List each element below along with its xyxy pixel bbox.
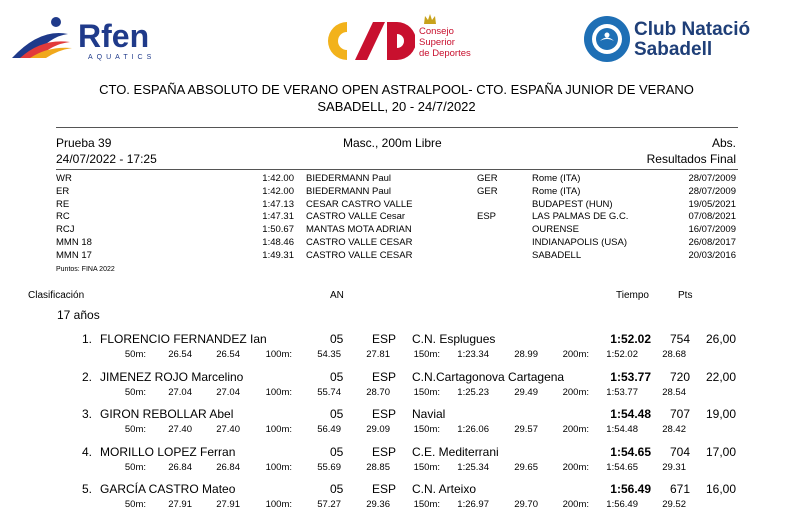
split-lap: 28.70	[366, 386, 390, 398]
fina-points: 720	[669, 369, 690, 384]
club-natacio-logo	[582, 14, 782, 68]
csd-line-3: de Deportes	[419, 48, 471, 59]
final-time: 1:56.49	[610, 482, 651, 496]
record-date: 28/07/2009	[688, 173, 736, 184]
column-time: Tiempo	[616, 290, 649, 301]
split-distance: 100m:	[265, 424, 292, 435]
split-distance: 150m:	[413, 461, 440, 473]
split-cumulative: 27.91	[168, 499, 192, 510]
rfen-sub: AQUATICS	[88, 54, 156, 61]
record-time: 1:47.13	[262, 198, 294, 210]
rfen-name: Rfen	[78, 18, 150, 54]
event-name: Masc., 200m Libre	[343, 136, 442, 150]
record-place: LAS PALMAS DE G.C.	[532, 211, 629, 223]
final-time: 1:52.02	[610, 332, 651, 346]
split-distance: 50m:	[124, 461, 146, 473]
record-code: MMN 18	[56, 237, 92, 248]
split-lap: 29.31	[662, 461, 686, 473]
split-lap: 28.68	[662, 349, 686, 360]
club-line-1: Club Natació	[634, 19, 751, 40]
meet-points: 19,00	[705, 407, 736, 421]
record-date: 07/08/2021	[688, 211, 736, 223]
event-datetime: 24/07/2022 - 17:25	[56, 152, 157, 166]
record-place: Rome (ITA)	[532, 173, 581, 184]
split-lap: 29.52	[662, 499, 686, 510]
fina-points: 707	[669, 407, 690, 421]
record-holder: CASTRO VALLE Cesar	[306, 211, 406, 223]
split-cumulative: 1:56.49	[606, 499, 638, 510]
record-time: 1:50.67	[262, 224, 294, 236]
record-code: WR	[56, 173, 72, 184]
csd-line-2: Superior	[419, 37, 455, 48]
record-time: 1:47.31	[262, 211, 294, 223]
split-cumulative: 55.74	[317, 386, 341, 398]
birth-year: 05	[330, 407, 344, 421]
split-cumulative: 1:53.77	[606, 386, 638, 398]
record-holder: CESAR CASTRO VALLE	[306, 198, 413, 210]
record-place: BUDAPEST (HUN)	[532, 198, 613, 210]
record-holder: MANTAS MOTA ADRIAN	[306, 224, 412, 236]
split-cumulative: 1:54.65	[606, 461, 638, 473]
record-place: OURENSE	[532, 224, 579, 236]
split-distance: 100m:	[265, 349, 292, 360]
age-group: 17 años	[57, 308, 100, 322]
birth-year: 05	[330, 444, 344, 459]
split-lap: 27.04	[216, 386, 240, 398]
club-name	[634, 20, 750, 60]
result-rank: 1.	[81, 332, 92, 346]
club-name: C.N.Cartagonova Cartagena	[412, 369, 565, 384]
record-holder: CASTRO VALLE CESAR	[306, 237, 413, 248]
record-nationality: GER	[477, 173, 498, 184]
record-time: 1:42.00	[262, 173, 294, 184]
record-code: RC	[56, 211, 70, 223]
record-nationality: GER	[477, 185, 498, 197]
record-code: RE	[56, 198, 70, 210]
split-distance: 100m:	[265, 499, 292, 510]
split-distance: 150m:	[413, 349, 440, 360]
swimmer-name: MORILLO LOPEZ Ferran	[100, 444, 236, 459]
split-cumulative: 56.49	[317, 424, 341, 435]
competition-venue-dates: SABADELL, 20 - 24/7/2022	[317, 99, 476, 114]
result-rank: 3.	[81, 407, 92, 421]
meet-points: 17,00	[705, 444, 736, 459]
split-lap: 26.54	[216, 349, 240, 360]
fina-points: 754	[669, 332, 690, 346]
final-time: 1:53.77	[610, 369, 651, 384]
swimmer-nation: ESP	[372, 482, 397, 496]
split-distance: 200m:	[562, 461, 589, 473]
fina-points: 671	[669, 482, 690, 496]
split-distance: 50m:	[124, 349, 146, 360]
split-lap: 27.81	[366, 349, 390, 360]
split-cumulative: 1:23.34	[457, 349, 489, 360]
csd-line-1: Consejo	[419, 26, 454, 37]
split-distance: 50m:	[124, 499, 146, 510]
split-distance: 150m:	[413, 386, 440, 398]
birth-year: 05	[330, 369, 344, 384]
record-date: 20/03/2016	[688, 249, 736, 261]
split-distance: 200m:	[562, 499, 589, 510]
split-cumulative: 1:25.23	[457, 386, 489, 398]
split-lap: 26.84	[216, 461, 240, 473]
record-place: Rome (ITA)	[532, 185, 581, 197]
split-lap: 29.09	[366, 424, 390, 435]
split-cumulative: 26.84	[168, 461, 192, 473]
record-code: MMN 17	[56, 249, 92, 261]
split-cumulative: 57.27	[317, 499, 341, 510]
result-rank: 2.	[81, 369, 92, 384]
record-date: 16/07/2009	[688, 224, 736, 236]
result-rank: 5.	[81, 482, 92, 496]
split-distance: 200m:	[562, 349, 589, 360]
event-category: Abs.	[711, 136, 736, 150]
record-time: 1:48.46	[262, 237, 294, 248]
swimmer-nation: ESP	[372, 444, 397, 459]
split-distance: 200m:	[562, 424, 589, 435]
split-distance: 150m:	[413, 424, 440, 435]
rfen-logo	[10, 14, 180, 66]
event-number: Prueba 39	[56, 136, 112, 150]
birth-year: 05	[330, 482, 344, 496]
swimmer-nation: ESP	[372, 407, 397, 421]
club-name: C.E. Mediterrani	[412, 444, 499, 459]
split-lap: 28.42	[662, 424, 686, 435]
meet-points: 22,00	[705, 369, 736, 384]
competition-title: CTO. ESPAÑA ABSOLUTO DE VERANO OPEN ASTRALPOOL- CTO. ESPAÑA JUNIOR DE VERANO	[99, 82, 694, 97]
swimmer-name: FLORENCIO FERNANDEZ Ian	[100, 332, 267, 346]
record-date: 26/08/2017	[688, 237, 736, 248]
swimmer-nation: ESP	[372, 332, 397, 346]
crown-icon	[423, 12, 437, 26]
final-time: 1:54.65	[610, 444, 651, 459]
column-rank: Clasificación	[28, 290, 85, 301]
split-lap: 29.57	[514, 424, 538, 435]
split-cumulative: 26.54	[168, 349, 192, 360]
split-cumulative: 55.69	[317, 461, 341, 473]
split-lap: 29.65	[514, 461, 538, 473]
split-lap: 29.49	[514, 386, 538, 398]
club-seal-icon	[582, 14, 632, 64]
split-distance: 200m:	[562, 386, 589, 398]
split-lap: 29.36	[366, 499, 390, 510]
split-distance: 100m:	[265, 461, 292, 473]
record-holder: CASTRO VALLE CESAR	[306, 249, 413, 261]
record-holder: BIEDERMANN Paul	[306, 185, 391, 197]
split-cumulative: 1:54.48	[606, 424, 638, 435]
results-type: Resultados Final	[646, 152, 736, 166]
column-year: AN	[330, 290, 344, 301]
csd-mark-icon	[315, 12, 415, 70]
fina-points: 704	[669, 444, 690, 459]
record-time: 1:49.31	[262, 249, 294, 261]
split-cumulative: 54.35	[317, 349, 341, 360]
meet-points: 26,00	[705, 332, 736, 346]
split-cumulative: 27.40	[168, 424, 192, 435]
record-time: 1:42.00	[262, 185, 294, 197]
swimmer-name: JIMENEZ ROJO Marcelino	[100, 369, 244, 384]
club-line-2: Sabadell	[634, 39, 713, 60]
swimmer-name: GARCÍA CASTRO Mateo	[100, 482, 236, 496]
split-lap: 28.85	[366, 461, 390, 473]
split-cumulative: 27.04	[168, 386, 192, 398]
split-distance: 50m:	[124, 386, 146, 398]
split-cumulative: 1:26.97	[457, 499, 489, 510]
points-note: Puntos: FINA 2022	[56, 266, 115, 273]
final-time: 1:54.48	[610, 407, 651, 421]
record-date: 28/07/2009	[688, 185, 736, 197]
split-distance: 100m:	[265, 386, 292, 398]
split-cumulative: 1:26.06	[457, 424, 489, 435]
record-code: RCJ	[56, 224, 75, 236]
split-lap: 28.54	[662, 386, 686, 398]
result-rank: 4.	[81, 444, 92, 459]
split-cumulative: 1:25.34	[457, 461, 489, 473]
csd-text	[419, 26, 471, 59]
record-nationality: ESP	[477, 211, 497, 223]
record-holder: BIEDERMANN Paul	[306, 173, 391, 184]
club-name: C.N. Esplugues	[412, 332, 496, 346]
split-cumulative: 1:52.02	[606, 349, 638, 360]
record-place: SABADELL	[532, 249, 582, 261]
club-name: Navial	[412, 407, 446, 421]
record-place: INDIANAPOLIS (USA)	[532, 237, 628, 248]
record-date: 19/05/2021	[688, 198, 736, 210]
column-points: Pts	[678, 290, 693, 301]
swimmer-nation: ESP	[372, 369, 397, 384]
record-code: ER	[56, 185, 70, 197]
split-distance: 150m:	[413, 499, 440, 510]
split-lap: 29.70	[514, 499, 538, 510]
split-lap: 27.40	[216, 424, 240, 435]
csd-logo	[315, 12, 475, 70]
divider-top	[56, 127, 738, 128]
divider-records	[56, 169, 738, 170]
split-lap: 27.91	[216, 499, 240, 510]
split-lap: 28.99	[514, 349, 538, 360]
meet-points: 16,00	[705, 482, 736, 496]
swimmer-name: GIRON REBOLLAR Abel	[100, 407, 234, 421]
birth-year: 05	[330, 332, 344, 346]
split-distance: 50m:	[124, 424, 146, 435]
club-name: C.N. Arteixo	[412, 482, 477, 496]
